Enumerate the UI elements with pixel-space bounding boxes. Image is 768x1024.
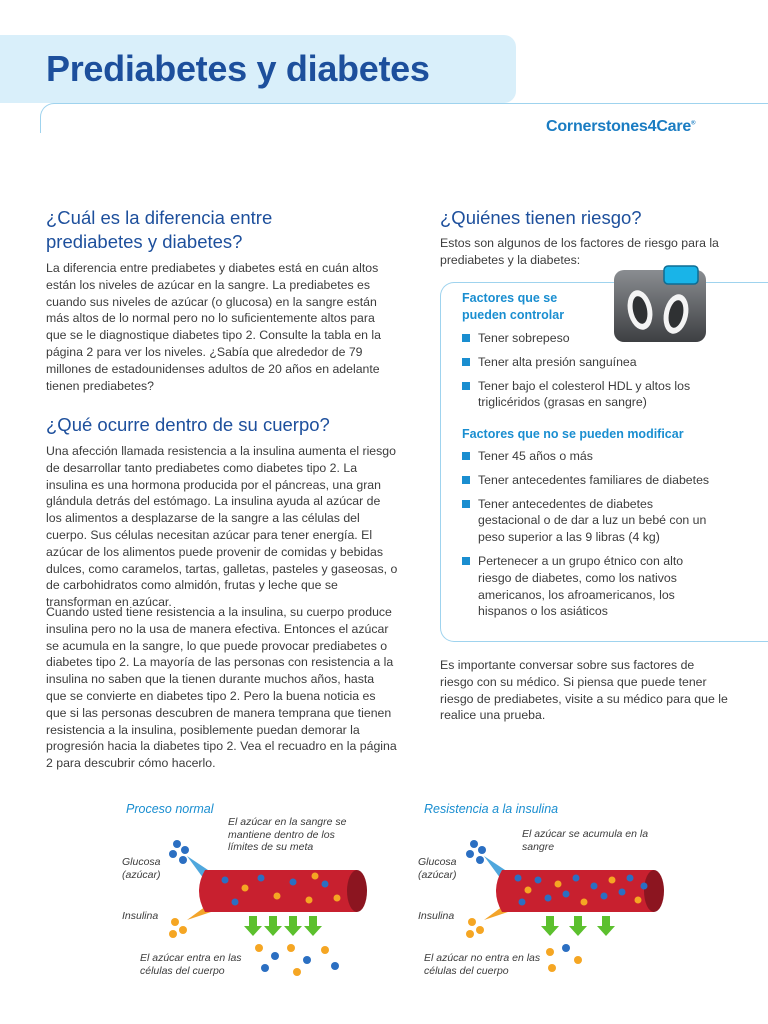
cell-dots [546,944,582,972]
section-title-risk: ¿Quiénes tienen riesgo? [440,207,642,228]
section-title-difference: ¿Cuál es la diferencia entre prediabetes y diabetes? [46,207,273,252]
diagram-note-normal-bottom: El azúcar entra en las células del cuerpo [140,952,242,977]
section-body-difference: La diferencia entre prediabetes y diabetes está en cuán altos están los niveles de azúcar en la sangre. La prediabetes es cuando sus niveles de azúcar (o glucosa) en la sangre están más altos de lo normal pero no lo suficientemente altos para que se le diagnostique diabetes tipo 2. Consulte la tabla en la página 2 para ver los niveles. ¿Sabía que alrededor de 79 millones de estadounidenses adultos de 20 años en adelante tienen prediabetes? [46,261,381,393]
list-item [462,553,712,620]
bullet-icon [462,476,470,484]
glucose-dots [169,840,189,864]
list-item-text: Tener sobrepeso [478,331,570,345]
diagram-insulin-normal: Insulina [122,910,159,922]
bullet-icon [462,334,470,342]
bullet-icon [462,500,470,508]
bullet-icon [462,382,470,390]
diagram-glucose-normal: Glucosa (azúcar) [122,856,161,881]
blood-vessel-normal [165,836,375,986]
page-title: Prediabetes y diabetes [46,48,430,89]
uncontrollable-list [462,448,712,627]
bullet-icon [462,557,470,565]
diagram-note-normal-top: El azúcar en la sangre se mantiene dentro de los límites de su meta [228,816,347,853]
blood-vessel-resistance [462,836,672,986]
list-item-text: Tener bajo el colesterol HDL y altos los triglicéridos (grasas en sangre) [478,378,691,410]
list-item [462,354,712,371]
glucose-dots [466,840,486,864]
list-item-text: Tener 45 años o más [478,449,593,463]
controllable-list [462,330,712,418]
section-body-resistance: Cuando usted tiene resistencia a la insulina, su cuerpo produce insulina pero no la usa de manera efectiva. Entonces el azúcar se acumula en la sangre, lo que puede provocar prediabetes o diabetes tipo 2. La mayoría de las personas con resistencia a la insulina no saben que la tienen durante muchos años, hasta que se convierte en diabetes tipo 2. Pero la buena noticia es que si las personas descubren de manera temprana que tienen resistencia a la insulina, posiblemente puedan demorar la progresión hacia la diabetes tipo 2. Vea el recuadro en la página 2 para descubrir cómo hacerlo. [46,605,397,771]
list-item [462,496,712,546]
list-item [462,378,712,412]
list-item-text: Pertenecer a un grupo étnico con alto riesgo de diabetes, como los nativos americanos, los afroamericanos, los hispanos o los asiáticos [478,553,684,619]
section-body-insulin: Una afección llamada resistencia a la insulina aumenta el riesgo de desarrollar tanto prediabetes como diabetes tipo 2. La insulina es una hormona producida por el páncreas, una gran glándula detrás del estómago. La insulina ayuda al azúcar de los alimentos a desplazarse de la sangre a las células del cuerpo. Sus células necesitan azúcar para tener energía. El azúcar de los alimentos puede provenir de comidas y bebidas dulces, como caramelos, tartas, galletas, pasteles y gaseosas, o de carbohidratos como almidón, frutas y leche que se transforman en azúcar. [46,444,398,610]
cell-arrows [244,916,322,936]
insulin-dots [466,918,484,938]
bullet-icon [462,452,470,460]
diagram-insulin-resistance: Insulina [418,910,455,922]
list-item [462,330,712,347]
risk-closing-text: Es importante conversar sobre sus factores de riesgo con su médico. Si piensa que puede tener riesgo de prediabetes, visite a su médico para que le realice una prueba. [440,658,728,723]
diagram-label-normal: Proceso normal [126,802,214,816]
list-item [462,448,712,465]
section-title-body: ¿Qué ocurre dentro de su cuerpo? [46,414,330,435]
cell-arrows [541,916,615,936]
list-item [462,472,712,489]
bullet-icon [462,358,470,366]
registered-mark: ® [691,120,696,127]
diagram-note-resistance-top: El azúcar se acumula en la sangre [522,828,649,853]
cell-dots [255,944,339,976]
diagram-label-resistance: Resistencia a la insulina [424,802,559,816]
uncontrollable-title: Factores que no se pueden modificar [462,427,684,441]
list-item-text: Tener alta presión sanguínea [478,354,637,369]
controllable-title: Factores que se pueden controlar [462,291,565,322]
diagram-glucose-resistance: Glucosa (azúcar) [418,856,457,881]
brand-name: Cornerstones4Care [546,118,692,135]
insulin-dots [169,918,187,938]
risk-intro: Estos son algunos de los factores de riesgo para la prediabetes y la diabetes: [440,236,719,267]
diagram-note-resistance-bottom: El azúcar no entra en las células del cuerpo [424,952,541,977]
brand-logo [546,118,695,136]
list-item-text: Tener antecedentes de diabetes gestacional o de dar a luz un bebé con un peso superior a las 9 libras (4 kg) [478,496,707,545]
list-item-text: Tener antecedentes familiares de diabetes [478,472,710,487]
